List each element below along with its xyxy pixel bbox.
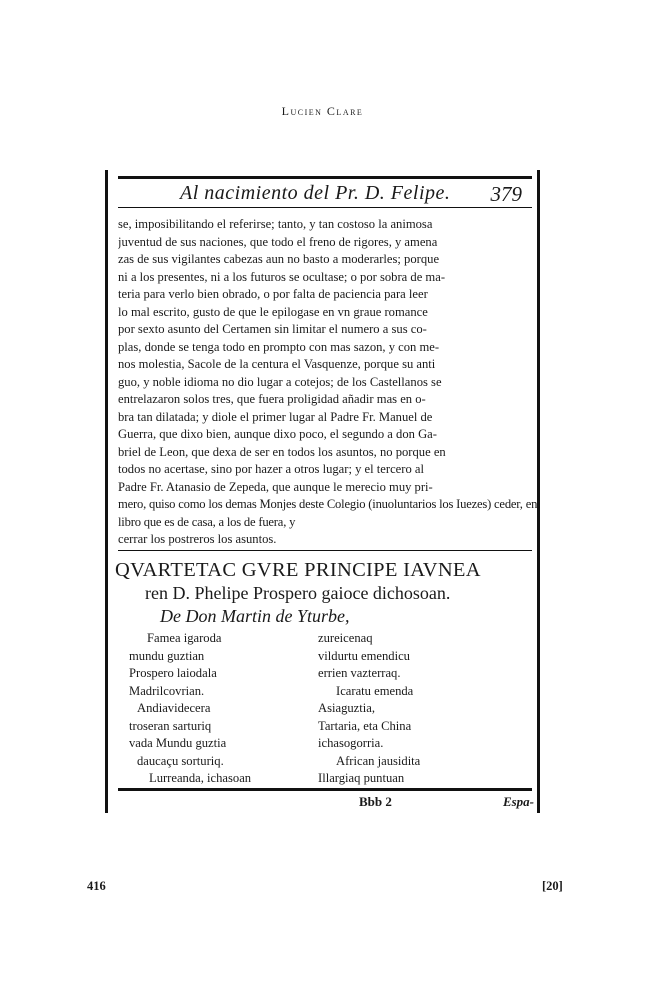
prose-line: todos no acertase, sino por hazer a otros lugar; y el tercero al bbox=[118, 462, 424, 476]
prose-line: Guerra, que dixo bien, aunque dixo poco, el segundo a don Ga- bbox=[118, 427, 437, 441]
verse-line: Famea igaroda bbox=[147, 631, 222, 645]
verse-line: African jausidita bbox=[336, 753, 421, 768]
verse-line: Tartaria, eta China bbox=[318, 718, 412, 733]
verse-line: Andiavidecera bbox=[137, 701, 211, 715]
verse-line: Asiaguztia, bbox=[318, 701, 376, 715]
verse-line: Icaratu emenda bbox=[336, 683, 414, 698]
frame-left-rule bbox=[105, 170, 108, 813]
catchword-line bbox=[105, 794, 540, 816]
verse-line: Madrilcovrian. bbox=[129, 683, 205, 698]
verse-line: zureicenaq bbox=[318, 631, 373, 645]
prose-line: briel de Leon, que dexa de ser en todos los asuntos, no porque en bbox=[118, 444, 446, 459]
plate-number: [20] bbox=[542, 879, 563, 893]
prose-block bbox=[118, 216, 538, 549]
verse-line: Prospero laiodala bbox=[129, 666, 217, 680]
prose-line: plas, donde se tenga todo en prompto con mas sazon, y con me- bbox=[118, 339, 440, 354]
verse-line: Illargiaq puntuan bbox=[318, 771, 405, 785]
prose-line: nos molestia, Sacole de la centura el Vasquenze, porque su anti bbox=[118, 357, 436, 371]
prose-line: ni a los presentes, ni a los futuros se ocultase; o por sobra de ma- bbox=[118, 269, 446, 284]
page-number: 379 bbox=[490, 182, 522, 206]
poem-author: De Don Martin de Yturbe, bbox=[160, 606, 350, 626]
verse-line: vildurtu emendicu bbox=[318, 648, 410, 663]
poem-title: QVARTETAC GVRE PRINCIPE IAVNEA bbox=[115, 559, 481, 581]
poem-subtitle: ren D. Phelipe Prospero gaioce dichosoan. bbox=[145, 583, 451, 603]
prose-line: por sexto asunto del Certamen sin limitar el numero a sus co- bbox=[118, 322, 427, 336]
folio-number: 416 bbox=[87, 879, 106, 893]
verse-line: daucaçu sorturiq. bbox=[137, 753, 224, 768]
prose-line: mero, quiso como los demas Monjes deste Colegio (inuoluntarios los Iuezes) ceder, en libro que es de casa, a los de fuera, y bbox=[118, 497, 538, 529]
verse-line: errien vazterraq. bbox=[318, 666, 401, 680]
verse-line: vada Mundu guztia bbox=[129, 736, 227, 750]
prose-line: Padre Fr. Atanasio de Zepeda, que aunque le merecio muy pri- bbox=[118, 479, 433, 494]
prose-line: lo mal escrito, gusto de que le epilogase en vn graue romance bbox=[118, 304, 428, 319]
header-underline-rule bbox=[118, 207, 532, 208]
verse-line: mundu guztian bbox=[129, 648, 205, 663]
verse-line: troseran sarturiq bbox=[129, 718, 212, 733]
bottom-rule bbox=[118, 788, 532, 791]
catchword: Espa- bbox=[502, 794, 534, 809]
prose-line: entrelazaron solos tres, que fuera proligidad añadir mas en o- bbox=[118, 392, 426, 406]
prose-line: cerrar los postreros los asuntos. bbox=[118, 532, 277, 546]
verse-column-left bbox=[115, 630, 251, 788]
printed-page-frame bbox=[105, 170, 540, 813]
prose-line: guo, y noble idioma no dio lugar a cotejos; de los Castellanos se bbox=[118, 374, 442, 389]
prose-line: juventud de sus naciones, que todo el freno de rigores, y amena bbox=[118, 234, 438, 249]
verse-column-right bbox=[318, 630, 420, 788]
running-head: Lucien Clare bbox=[281, 104, 364, 118]
plate-header bbox=[105, 180, 540, 206]
prose-line: bra tan dilatada; y diole el primer lugar al Padre Fr. Manuel de bbox=[118, 409, 433, 424]
verse-line: Lurreanda, ichasoan bbox=[149, 771, 252, 785]
prose-line: se, imposibilitando el referirse; tanto, y tan costoso la animosa bbox=[118, 217, 433, 231]
header-title: Al nacimiento del Pr. D. Felipe. bbox=[180, 182, 451, 204]
top-double-rule bbox=[118, 176, 532, 179]
prose-line: teria para verlo bien obrado, o por falta de paciencia para leer bbox=[118, 287, 428, 301]
prose-line: zas de sus vigilantes cabezas aun no basto a moderarles; porque bbox=[118, 252, 440, 266]
signature-mark: Bbb 2 bbox=[359, 794, 392, 809]
middle-rule bbox=[118, 550, 532, 551]
verse-line: ichasogorria. bbox=[318, 736, 384, 750]
